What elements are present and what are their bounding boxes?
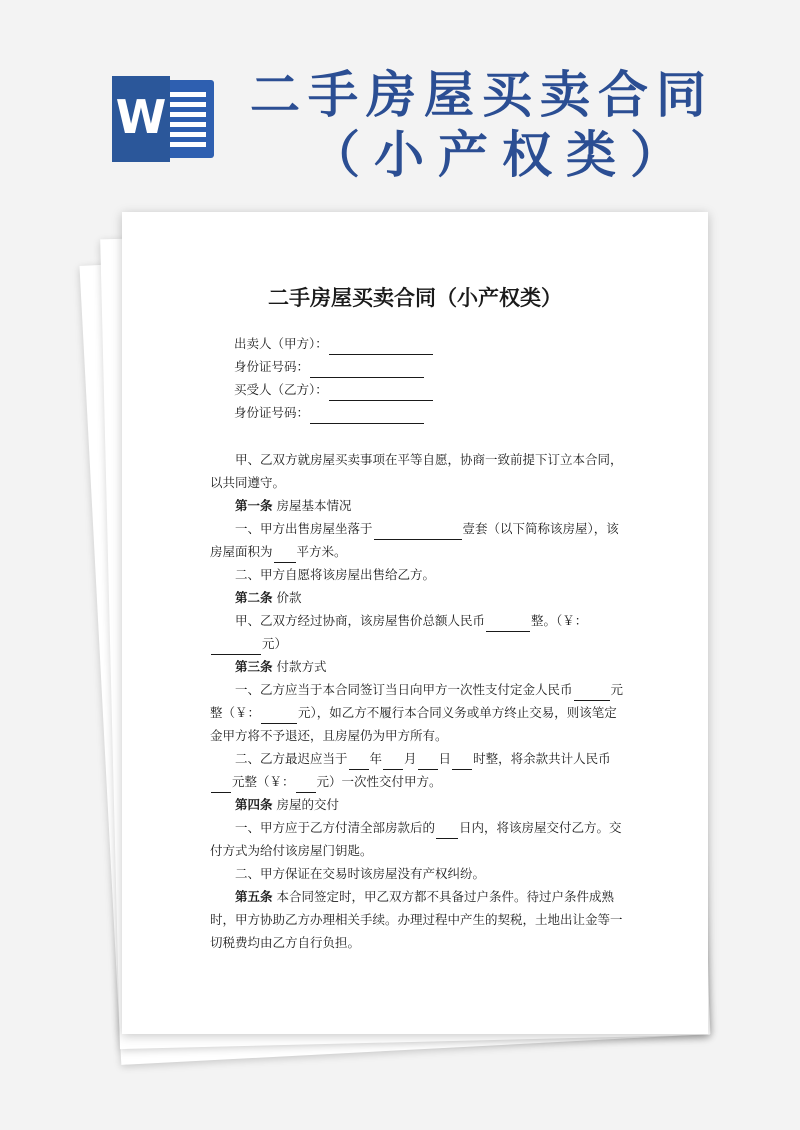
clause-text: 一、乙方应当于本合同签订当日向甲方一次性支付定金人民币 [235, 682, 573, 697]
article-2-label: 第二条 [235, 590, 273, 605]
document-title: 二手房屋买卖合同（小产权类） [268, 286, 562, 310]
clause-text: 元整（￥： [210, 682, 624, 720]
article-1-clause-1 [210, 517, 624, 563]
clause-text: 壹套（以下简称该房屋），该房屋面积为 [210, 521, 619, 559]
clause-text: 二、乙方最迟应当于 [235, 751, 348, 766]
article-3-clause-2 [210, 747, 624, 793]
article-5-label: 第五条 [235, 889, 273, 904]
party-list [234, 332, 434, 424]
clause-text: 元），如乙方不履行本合同义务或单方终止交易，则该笔定金甲方将不予退还，且房屋仍为甲方所有。 [210, 705, 617, 743]
clause-text: 时整，将余款共计人民币 [473, 751, 611, 766]
location-blank[interactable] [374, 525, 462, 540]
seller-id-row [234, 355, 434, 378]
seller-id-blank[interactable] [310, 363, 424, 378]
banner-title: 二手房屋买卖合同 [250, 66, 714, 124]
document-page [122, 212, 708, 1034]
balance-amount-blank[interactable] [296, 778, 316, 793]
article-1-clause-2: 二、甲方自愿将该房屋出售给乙方。 [235, 567, 436, 582]
article-3-clause-1 [210, 678, 624, 747]
seller-id-label: 身份证号码： [234, 359, 310, 374]
seller-label: 出卖人（甲方）： [234, 336, 328, 351]
clause-text: 元整（￥： [232, 774, 295, 789]
article-4-label: 第四条 [235, 797, 273, 812]
banner-subtitle: （小产权类） [310, 126, 694, 184]
clause-text: 元）一次性交付甲方。 [316, 774, 442, 789]
clause-text: 一、甲方出售房屋坐落于 [235, 521, 373, 536]
banner [0, 0, 800, 200]
clause-text: 年 [369, 751, 383, 766]
hour-blank[interactable] [452, 755, 472, 770]
intro-paragraph: 甲、乙双方就房屋买卖事项在平等自愿，协商一致前提下订立本合同，以共同遵守。 [210, 452, 623, 490]
article-1-heading [210, 494, 624, 517]
seller-row [234, 332, 434, 355]
article-5-text: 本合同签定时，甲乙双方都不具备过户条件。待过户条件成熟时，甲方协助乙方办理相关手续。办理过程中产生的契税，土地出让金等一切税费均由乙方自行负担。 [210, 889, 623, 950]
buyer-id-blank[interactable] [310, 409, 424, 424]
article-2-clause-1 [210, 609, 624, 655]
deposit-amount-blank[interactable] [261, 709, 297, 724]
clause-text: 整。（￥： [531, 613, 588, 628]
price-amount-blank[interactable] [211, 640, 261, 655]
buyer-id-label: 身份证号码： [234, 405, 310, 420]
days-blank[interactable] [436, 824, 458, 839]
clause-text: 日内，将该房屋交付乙方。交付方式为给付该房屋门钥匙。 [210, 820, 622, 858]
clause-text: 甲、乙双方经过协商，该房屋售价总额人民币 [235, 613, 486, 628]
article-4-heading [210, 793, 624, 816]
buyer-id-row [234, 401, 434, 424]
year-blank[interactable] [349, 755, 369, 770]
article-2-title: 价款 [276, 590, 302, 605]
clause-text: 一、甲方应于乙方付清全部房款后的 [235, 820, 436, 835]
article-1-title: 房屋基本情况 [276, 498, 352, 513]
month-blank[interactable] [383, 755, 403, 770]
buyer-row [234, 378, 434, 401]
balance-blank[interactable] [211, 778, 231, 793]
day-blank[interactable] [418, 755, 438, 770]
buyer-blank[interactable] [329, 386, 433, 401]
buyer-label: 买受人（乙方）： [234, 382, 328, 397]
article-4-clause-1 [210, 816, 624, 862]
area-blank[interactable] [274, 548, 296, 563]
clause-text: 日 [438, 751, 452, 766]
clause-text: 月 [404, 751, 417, 766]
price-blank[interactable] [486, 617, 530, 632]
clause-text: 平方米。 [296, 544, 347, 559]
article-4-title: 房屋的交付 [276, 797, 340, 812]
word-icon [112, 76, 216, 162]
article-4-clause-2: 二、甲方保证在交易时该房屋没有产权纠纷。 [235, 866, 486, 881]
article-3-heading [210, 655, 624, 678]
article-1-label: 第一条 [235, 498, 273, 513]
deposit-blank[interactable] [574, 686, 610, 701]
article-2-heading [210, 586, 624, 609]
article-3-title: 付款方式 [276, 659, 327, 674]
article-3-label: 第三条 [235, 659, 273, 674]
article-5-paragraph [210, 885, 624, 954]
word-letter: W [115, 90, 167, 144]
contract-body [210, 448, 624, 954]
word-badge [112, 76, 170, 162]
seller-blank[interactable] [329, 340, 433, 355]
clause-text: 元） [262, 636, 288, 651]
